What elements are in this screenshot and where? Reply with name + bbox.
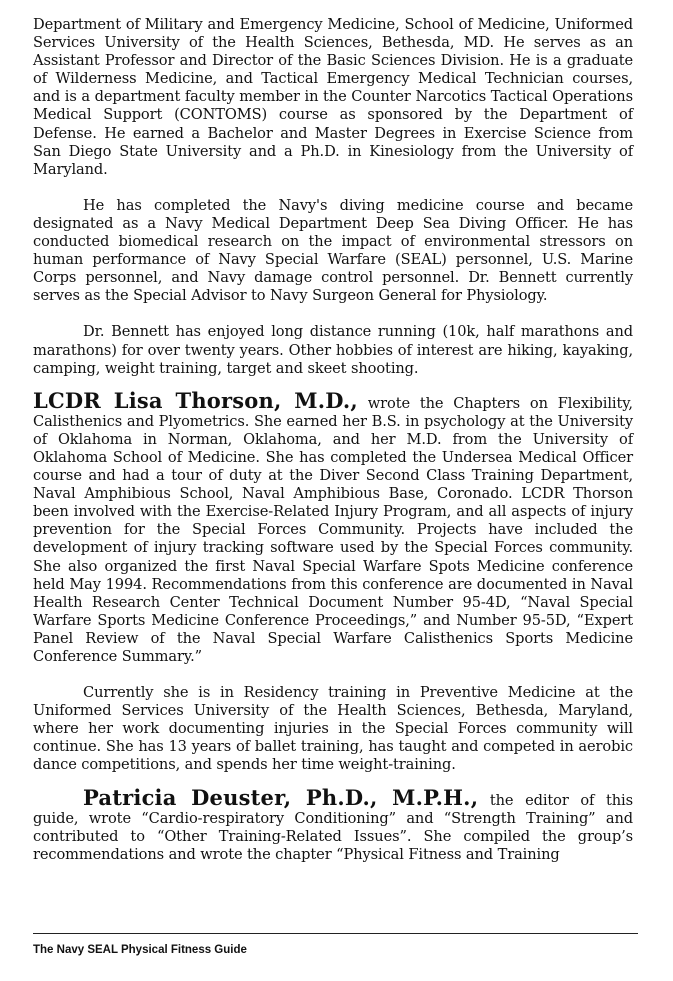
footer-title: The Navy SEAL Physical Fitness Guide	[33, 944, 247, 956]
bennett-paragraph-3: Dr. Bennett has enjoyed long distance running (10k, half marathons and marathons) for over twenty years. Other hobbies of interest are hiking, kayaking, camping, weight training, target and skeet shooting.	[33, 323, 633, 377]
deuster-paragraph-1-text: the editor of this guide, wrote “Cardio-respiratory Conditioning” and “Strength Training” and contributed to “Other Training-Related Issues”. She compiled the group’s recommendations and wrote the chapter “Physical Fitness and Training	[33, 791, 633, 863]
thorson-paragraph-1-text: wrote the Chapters on Flexibility, Calisthenics and Plyometrics. She earned her B.S. in psychology at the University of Oklahoma in Norman, Oklahoma, and her M.D. from the University of Oklahoma School of Medicine. She has completed the Undersea Medical Officer course and had a tour of duty at the Diver Second Class Training Department, Naval Amphibious School, Naval Amphibious Base, Coronado. LCDR Thorson been involved with the Exercise-Related Injury Program, and all aspects of injury prevention for the Special Forces Community. Projects have included the development of injury tracking software used by the Special Forces community. She also organized the first Naval Special Warfare Spots Medicine conference held May 1994. Recommendations from this conference are documented in Naval Health Research Center Technical Document Number 95-4D, “Naval Special Warfare Sports Medicine Conference Proceedings,” and Number 95-5D, “Expert Panel Review of the Naval Special Warfare Calisthenics Sports Medicine Conference Summary.”	[33, 394, 633, 665]
thorson-paragraph-2: Currently she is in Residency training in Preventive Medicine at the Uniformed Services University of the Health Sciences, Bethesda, Maryland, where her work documenting injuries in the Special Forces community will continue. She has 13 years of ballet training, has taught and competed in aerobic dance competitions, and spends her time weight-training.	[33, 684, 633, 774]
bennett-paragraph-2: He has completed the Navy's diving medicine course and became designated as a Navy Medical Department Deep Sea Diving Officer. He has conducted biomedical research on the impact of environmental stressors on human performance of Navy Special Warfare (SEAL) personnel, U.S. Marine Corps personnel, and Navy damage control personnel. Dr. Bennett currently serves as the Special Advisor to Navy Surgeon General for Physiology.	[33, 196, 633, 305]
deuster-paragraph-1	[33, 784, 633, 864]
deuster-name-heading: Patricia Deuster, Ph.D., M.P.H.,	[83, 784, 479, 810]
thorson-name-heading: LCDR Lisa Thorson, M.D.,	[33, 387, 358, 413]
footer-divider	[33, 933, 638, 934]
thorson-paragraph-1	[33, 387, 633, 666]
page-body	[33, 16, 633, 864]
bennett-paragraph-1: Department of Military and Emergency Medicine, School of Medicine, Uniformed Services University of the Health Sciences, Bethesda, MD. He serves as an Assistant Professor and Director of the Basic Sciences Division. He is a graduate of Wilderness Medicine, and Tactical Emergency Medical Technician courses, and is a department faculty member in the Counter Narcotics Tactical Operations Medical Support (CONTOMS) course as sponsored by the Department of Defense. He earned a Bachelor and Master Degrees in Exercise Science from San Diego State University and a Ph.D. in Kinesiology from the University of Maryland.	[33, 16, 633, 178]
